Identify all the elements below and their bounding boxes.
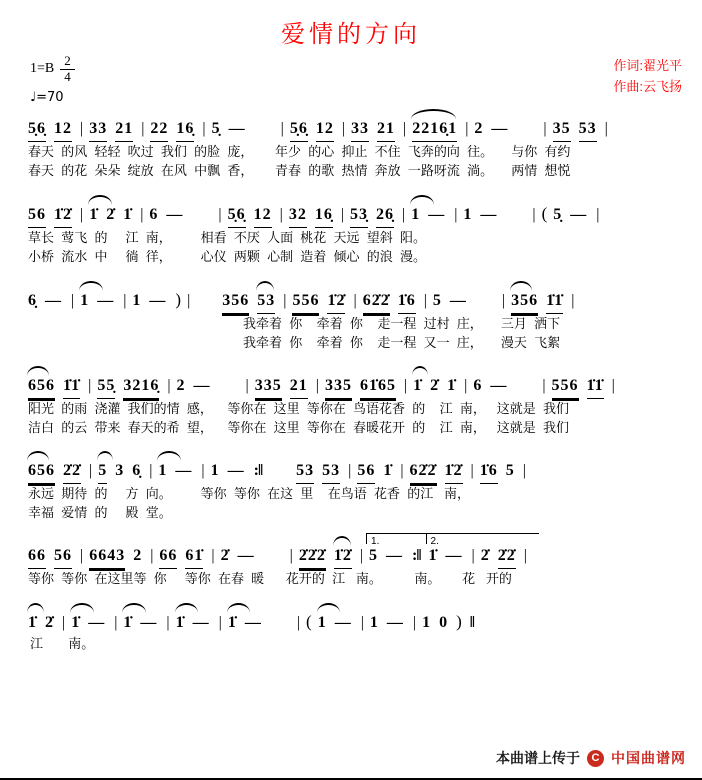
barline: | [88, 377, 92, 394]
lyrics-row: 我牵着 你 牵着 你 走一程 过村 庄， 三月 洒下 [243, 316, 561, 331]
note: 1 [158, 460, 167, 482]
note: 1̇2̇ [327, 290, 345, 314]
note: 1̇ [123, 612, 132, 634]
note: 53 [322, 460, 340, 484]
note: 62̇2̇ [410, 460, 437, 484]
note: 33 [351, 118, 369, 142]
note: 53 [296, 460, 314, 484]
note: 2̇ [430, 377, 440, 394]
dash-note: — [490, 377, 507, 394]
barline: | [571, 292, 575, 309]
note: 1 [132, 292, 142, 309]
volta-bracket-line [426, 533, 539, 544]
dash-note: — [244, 614, 261, 631]
note: 1 [463, 206, 473, 223]
note: 1̇ [176, 612, 185, 634]
slur-arc [412, 366, 428, 376]
barline: | [280, 120, 284, 137]
barline: | [532, 206, 536, 223]
barline: | [201, 462, 205, 479]
note: 5̣ [211, 120, 221, 137]
note: 2 [474, 120, 484, 137]
barline: | [403, 377, 408, 394]
note: 1̇ [383, 462, 393, 479]
note: 1̇ [123, 206, 133, 223]
barline: | [166, 614, 170, 631]
lyricist-credit: 作词:翟光平 [613, 58, 682, 73]
barline: | [400, 462, 404, 479]
watermark [496, 748, 686, 768]
note: 356 [222, 290, 249, 314]
system-5 [28, 444, 694, 522]
barline: | [542, 377, 546, 394]
note: 32 [289, 204, 307, 228]
note: 2̇ [220, 547, 230, 564]
barline: | [315, 377, 319, 394]
open-parenthesis: ( [541, 204, 548, 223]
dash-note: — [175, 462, 192, 479]
dash-note: — [386, 547, 403, 564]
quarter-note-icon: ♩ [30, 89, 37, 105]
barline: | [218, 614, 222, 631]
close-parenthesis: ) [456, 612, 462, 631]
note: 16̣ [315, 204, 333, 228]
volta-number: 2. [430, 536, 439, 547]
note: 1 [318, 612, 327, 634]
lyrics-row: 阳光 的雨 浇灌 我们的情 感， 等你在 这里 等你在 鸟语花香 的 江 南， 这就是 我们 [28, 401, 569, 416]
note: 1̇1̇ [587, 375, 604, 399]
note: 656 [28, 460, 55, 484]
note: 6̣ [28, 292, 37, 309]
lyrics-row: 春天 的花 朵朵 绽放 在风 中飘 香， 青春 的歌 热情 奔放 一路呀流 淌。 两情 想悦 [28, 163, 571, 178]
dash-note: — [386, 614, 403, 631]
key-signature-block [30, 54, 75, 105]
site-logo-icon: C [587, 750, 604, 767]
barline: | [470, 462, 474, 479]
note: 656 [28, 375, 55, 399]
note: 2216̣1 [412, 118, 457, 142]
credits-block [613, 56, 682, 98]
note: 1 [411, 204, 420, 226]
note: 1 [369, 614, 379, 631]
note: 556 [292, 290, 319, 314]
note: 2̇2̇ [63, 460, 81, 484]
system-4 [28, 359, 694, 437]
barline: | [340, 206, 345, 223]
note: 3216̣ [123, 375, 159, 399]
slur-arc [510, 281, 532, 291]
notation-row [28, 187, 694, 228]
key-signature: 1=B [30, 61, 55, 77]
dash-note: — [166, 206, 183, 223]
note: 335 [325, 375, 352, 399]
barline: | [596, 206, 600, 223]
score [28, 102, 694, 660]
notation-row [28, 273, 694, 314]
final-barline: ‖ [469, 614, 475, 631]
tempo-value: =70 [36, 89, 64, 105]
note: 62̇2̇ [363, 290, 390, 314]
note: 21 [290, 375, 308, 399]
note: 3 [115, 462, 125, 479]
note: 5̣ [553, 206, 563, 223]
dash-note: — [334, 614, 351, 631]
note: 0 [439, 614, 449, 631]
barline: | [149, 462, 153, 479]
slur-arc [333, 536, 351, 546]
note: 6 [473, 377, 483, 394]
slur-arc [256, 281, 274, 291]
note: 1̇ [89, 204, 98, 226]
barline: | [348, 462, 352, 479]
lyrics-row: 小桥 流水 中 徜 徉， 心仪 两颗 心制 造着 倾心 的浪 漫。 [28, 249, 426, 264]
note: 6643 [89, 545, 125, 569]
barline: | [341, 120, 346, 137]
note: 5 [369, 547, 379, 564]
note: 5 [505, 462, 515, 479]
site-name: 中国曲谱网 [611, 750, 686, 766]
note: 5 [432, 292, 442, 309]
note: 1̇ [447, 377, 457, 394]
barline: | [454, 206, 458, 223]
note: 66 [159, 545, 177, 569]
note: 5̣6̣ [290, 118, 308, 142]
note: 21 [377, 118, 395, 142]
barline: | [211, 547, 215, 564]
composer-credit: 作曲:云飞扬 [613, 78, 682, 94]
note: 2̇ [106, 206, 116, 223]
note: 1̇1̇ [546, 290, 563, 314]
barline: | [187, 292, 191, 309]
note: 2̇2̇ [498, 545, 516, 569]
note: 1̇2̇ [54, 204, 72, 228]
song-title: 爱情的方向 [281, 22, 421, 48]
note: 21 [115, 118, 133, 142]
note: 5̣6̣ [228, 204, 246, 228]
barline: | [80, 547, 84, 564]
note: 6 [149, 206, 159, 223]
dash-note: — [491, 120, 508, 137]
barline: | [140, 206, 144, 223]
volta-number: 1. [371, 536, 380, 547]
lyrics-row: 草长 莺飞 的 江 南， 相看 不厌 人面 桃花 天远 望斜 阳。 [28, 230, 426, 245]
dash-note: — [140, 614, 157, 631]
barline: | [522, 462, 526, 479]
dash-note: — [149, 292, 166, 309]
note: 6̣ [132, 462, 142, 479]
note: 1̇2̇ [334, 545, 352, 569]
barline: | [71, 292, 75, 309]
note: 1̇2̇ [445, 460, 463, 484]
barline: | [611, 377, 615, 394]
notation-row [28, 595, 694, 634]
dash-note: — [445, 547, 462, 564]
slur-arc [411, 109, 456, 119]
system-6 [28, 529, 694, 588]
note: 1 [80, 290, 89, 312]
open-parenthesis: ( [306, 612, 312, 631]
note: 12 [254, 204, 272, 228]
system-1 [28, 102, 694, 180]
note: 1̇ [71, 612, 80, 634]
note: 66 [28, 545, 46, 569]
note: 2̇ [480, 547, 490, 564]
note: 556 [552, 375, 579, 399]
lyrics-row: 洁白 的云 带来 春天的希 望， 等你在 这里 等你在 春暖花开 的 江 南， 这就是 我们 [28, 420, 569, 435]
dash-note: — [480, 206, 497, 223]
barline: | [359, 547, 364, 564]
notation-row [28, 444, 694, 484]
note: 2̇ [45, 614, 54, 631]
dash-note: — [428, 206, 445, 223]
barline: | [412, 614, 417, 631]
note: 1̇ [428, 547, 438, 564]
note: 55̣ [97, 375, 115, 399]
lyrics-row: 春天 的风 轻轻 吹过 我们 的脸 庞， 年少 的心 抑止 不住 飞奔的向 往。 与你 有约 [28, 144, 571, 159]
note: 2 [176, 377, 186, 394]
lyrics-row: 我牵着 你 牵着 你 走一程 又一 庄， 漫天 飞絮 [243, 335, 561, 350]
barline: | [296, 614, 301, 631]
note: 12 [54, 118, 72, 142]
barline: | [167, 377, 171, 394]
barline: | [114, 614, 118, 631]
barline: | [353, 292, 357, 309]
barline: | [471, 547, 475, 564]
note: 5 [98, 460, 107, 484]
slur-arc [27, 603, 44, 613]
barline: | [543, 120, 547, 137]
note: 1̇6 [398, 290, 416, 314]
lyrics-row: 幸福 爱情 的 殿 堂。 [28, 505, 172, 520]
time-signature-denominator: 4 [64, 68, 71, 84]
barline: | [283, 292, 287, 309]
note: 56 [357, 460, 375, 484]
note: 16̣ [176, 118, 194, 142]
note: 335 [255, 375, 282, 399]
lyrics-row: 永远 期待 的 方 向。 等你 等你 在这 里 在鸟语 花香 的江 南， [28, 486, 471, 501]
slur-arc [97, 451, 113, 461]
note: 22 [150, 118, 168, 142]
barline: | [141, 120, 145, 137]
note: 61̇65 [360, 375, 396, 399]
dash-note: — [193, 377, 210, 394]
dash-note: — [192, 614, 209, 631]
note: 12 [316, 118, 334, 142]
note: 53 [257, 290, 275, 314]
dash-note: — [570, 206, 587, 223]
time-signature [60, 54, 75, 85]
note: 35 [553, 118, 571, 142]
note: 1 [422, 614, 432, 631]
lyrics-row: 江 南。 [30, 636, 95, 651]
repeat-sign: :‖ [253, 462, 263, 479]
barline: | [150, 547, 154, 564]
barline: | [123, 292, 127, 309]
barline: | [360, 614, 364, 631]
dash-note: — [449, 292, 466, 309]
barline: | [465, 120, 469, 137]
note: 2 [133, 547, 143, 564]
barline: | [501, 292, 506, 309]
slur-arc [27, 366, 49, 376]
note: 2̇2̇2̇ [299, 545, 326, 569]
note: 1̇ [413, 375, 422, 397]
notation-row [28, 359, 694, 399]
note: 1̇ [228, 612, 237, 634]
note: 61̇ [185, 545, 203, 569]
barline: | [464, 377, 468, 394]
repeat-sign: :‖ [412, 547, 421, 564]
note: 5̣6̣ [28, 118, 46, 142]
note: 56 [28, 204, 46, 228]
dash-note: — [227, 462, 244, 479]
barline: | [523, 547, 527, 564]
system-3 [28, 273, 694, 352]
barline: | [80, 120, 84, 137]
barline: | [402, 206, 406, 223]
barline: | [289, 547, 293, 564]
note: 33 [89, 118, 107, 142]
dash-note: — [88, 614, 105, 631]
barline: | [279, 206, 283, 223]
barline: | [80, 206, 84, 223]
dash-note: — [237, 547, 254, 564]
slur-arc [27, 451, 49, 461]
barline: | [403, 120, 407, 137]
note: 53̣ [350, 204, 368, 228]
note: 1̇6 [480, 460, 498, 484]
note: 56 [54, 545, 72, 569]
upload-note: 本曲谱上传于 [496, 750, 580, 766]
system-2 [28, 187, 694, 266]
dash-note: — [45, 292, 61, 309]
notation-row [28, 102, 694, 142]
system-7 [28, 595, 694, 653]
barline: | [89, 462, 93, 479]
barline: | [423, 292, 427, 309]
dash-note: — [97, 292, 114, 309]
barline: | [604, 120, 608, 137]
note: 53 [579, 118, 597, 142]
barline: | [218, 206, 222, 223]
time-signature-numerator: 2 [60, 54, 75, 70]
barline: | [62, 614, 66, 631]
note: 356 [511, 290, 538, 314]
note: 26̣ [376, 204, 394, 228]
note: 1̇ [28, 612, 37, 634]
lyrics-row: 等你 等你 在这里等 你 等你 在春 暖 花开的 江 南。 南。 花 开的 [28, 571, 512, 586]
note: 1̇1̇ [63, 375, 80, 399]
note: 1 [210, 462, 220, 479]
barline: | [202, 120, 206, 137]
notation-row [28, 529, 694, 569]
dash-note: — [228, 120, 245, 137]
barline: | [245, 377, 249, 394]
close-parenthesis: ) [175, 290, 182, 309]
